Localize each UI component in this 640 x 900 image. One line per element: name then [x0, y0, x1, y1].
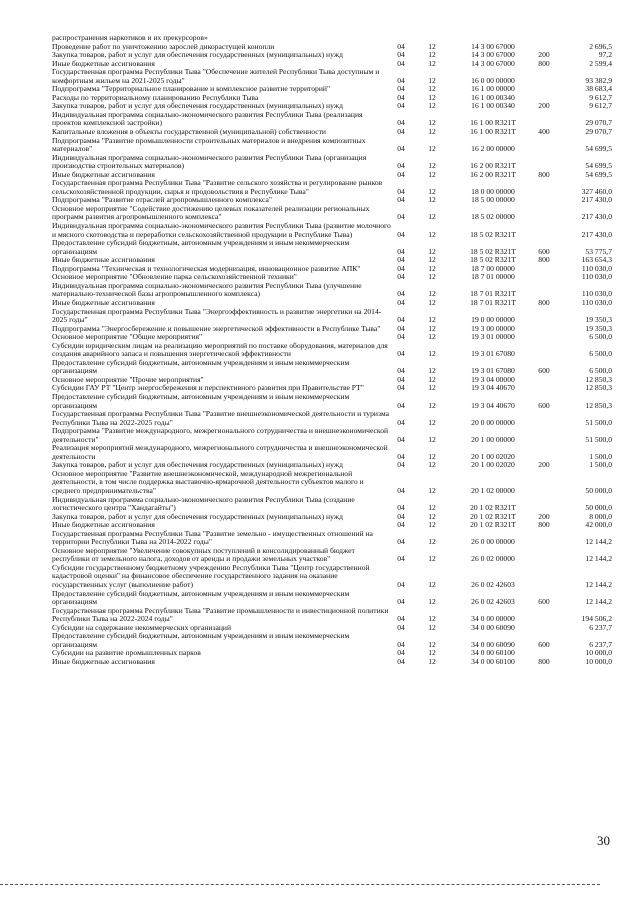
target-article-code: 18 7 00 00000 [471, 263, 515, 273]
target-article-code: 20 1 02 R321T [470, 520, 516, 530]
section-code: 04 [397, 229, 405, 239]
subsection-code: 12 [428, 366, 436, 376]
table-row [52, 154, 612, 171]
section-code: 04 [397, 246, 405, 256]
target-article-code: 19 3 04 40670 [471, 400, 515, 410]
expense-type-code: 800 [538, 169, 550, 179]
target-article-code: 16 1 00 00000 [471, 84, 515, 94]
row-name: Подпрограмма "Территориальное планирование и комплексное развитие территорий" [52, 84, 331, 94]
table-row [52, 179, 612, 196]
subsection-code: 12 [428, 58, 436, 68]
target-article-code: 19 3 04 40670 [471, 383, 515, 393]
section-code: 04 [397, 315, 405, 325]
subsection-code: 12 [428, 597, 436, 607]
amount: 10 000,0 [585, 656, 612, 666]
expense-type-code: 600 [538, 639, 550, 649]
subsection-code: 12 [428, 127, 436, 137]
amount: 12 144,2 [585, 580, 612, 589]
subsection-code: 12 [428, 101, 436, 111]
section-code: 04 [397, 169, 405, 179]
table-row [52, 111, 612, 128]
subsection-code: 12 [428, 520, 436, 530]
table-row [52, 564, 612, 590]
section-code: 04 [397, 323, 405, 333]
section-code: 04 [397, 451, 405, 461]
section-code: 04 [397, 75, 405, 85]
target-article-code: 14 3 00 67000 [471, 50, 515, 60]
section-code: 04 [397, 118, 405, 128]
amount: 9 612,7 [589, 92, 612, 102]
target-article-code: 20 1 02 00000 [471, 485, 515, 495]
row-name: Государственная программа Республики Тыва "Обеспечение жителей Республики Тыва доступным и комфортным жильем на 2021-2025 годы" [52, 67, 380, 85]
amount: 51 500,0 [585, 434, 612, 444]
table-row [52, 444, 612, 461]
table-row [52, 607, 612, 624]
subsection-code: 12 [428, 144, 436, 154]
amount: 42 000,0 [585, 520, 612, 530]
amount: 8 000,0 [589, 511, 612, 521]
expense-type-code: 800 [538, 297, 550, 307]
expense-type-code: 800 [538, 656, 550, 666]
subsection-code: 12 [428, 118, 436, 128]
amount: 12 144,2 [585, 597, 612, 607]
subsection-code: 12 [428, 212, 436, 222]
row-name: Подпрограмма "Энергосбережение и повышение энергетической эффективности в Республике Тыва" [52, 323, 381, 333]
row-name: распространения наркотиков и их прекурсоров» [52, 33, 208, 42]
section-code: 04 [397, 485, 405, 495]
section-code: 04 [397, 383, 405, 393]
section-code: 04 [397, 366, 405, 376]
target-article-code: 26 0 02 42603 [471, 597, 515, 607]
amount: 217 430,0 [581, 212, 612, 222]
target-article-code: 14 3 00 67000 [471, 58, 515, 68]
table-row [52, 530, 612, 547]
subsection-code: 12 [428, 297, 436, 307]
section-code: 04 [397, 349, 405, 359]
table-row [52, 470, 612, 496]
amount: 1 500,0 [589, 460, 612, 470]
row-name: Подпрограмма "Развитие международного, межрегионального сотрудничества и внешнеэкономической деятельности" [52, 426, 389, 444]
target-article-code: 34 0 00 60100 [471, 656, 515, 666]
row-name: Подпрограмма "Техническая и технологическая модернизация, инновационное развитие АПК" [52, 263, 361, 273]
amount: 12 850,3 [585, 383, 612, 393]
section-code: 04 [397, 50, 405, 60]
subsection-code: 12 [428, 656, 436, 666]
subsection-code: 12 [428, 648, 436, 658]
subsection-code: 12 [428, 622, 436, 632]
section-code: 04 [397, 520, 405, 530]
target-article-code: 18 7 01 R321T [470, 297, 516, 307]
subsection-code: 12 [428, 554, 436, 564]
row-name: Закупка товаров, работ и услуг для обеспечения государственных (муниципальных) нужд [52, 511, 343, 521]
amount: 6 500,0 [589, 349, 612, 359]
row-name: Расходы по территориальному планированию Республики Тыва [52, 92, 259, 102]
section-code: 04 [397, 289, 405, 299]
amount: 217 430,0 [581, 229, 612, 239]
table-row [52, 359, 612, 376]
table-row [52, 205, 612, 222]
target-article-code: 18 5 02 R321T [470, 229, 516, 239]
table-row [52, 547, 612, 564]
section-code: 04 [397, 186, 405, 196]
subsection-code: 12 [428, 639, 436, 649]
subsection-code: 12 [428, 169, 436, 179]
target-article-code: 20 1 02 R321T [470, 511, 516, 521]
row-name: Государственная программа Республики Тыва "Развитие сельского хозяйства и регулирование рынков сельскохозяйственной продукции, сырья и продовольствия в Республике Тыва" [52, 178, 383, 196]
subsection-code: 12 [428, 50, 436, 60]
row-name: Иные бюджетные ассигнования [52, 297, 155, 307]
row-name: Государственная программа Республики Тыва "Развитие земельно - имущественных отношений на территории Республики Тыва на 2014-2022 годы" [52, 528, 373, 547]
section-code: 04 [397, 537, 405, 547]
row-name: Предоставление субсидий бюджетным, автономным учреждениям и иным некоммерческим организациям [52, 357, 350, 376]
section-code: 04 [397, 255, 405, 265]
amount: 217 430,0 [581, 195, 612, 205]
section-code: 04 [397, 460, 405, 470]
budget-table [52, 34, 612, 666]
subsection-code: 12 [428, 451, 436, 461]
subsection-code: 12 [428, 75, 436, 85]
subsection-code: 12 [428, 195, 436, 205]
section-code: 04 [397, 84, 405, 94]
target-article-code: 16 1 00 00340 [471, 92, 515, 102]
section-code: 04 [397, 400, 405, 410]
target-article-code: 19 3 01 67080 [471, 349, 515, 359]
target-article-code: 16 2 00 R321T [470, 161, 516, 171]
amount: 54 699,5 [585, 144, 612, 154]
section-code: 04 [397, 272, 405, 282]
table-row [52, 590, 612, 607]
amount: 1 500,0 [589, 451, 612, 461]
amount: 29 070,7 [585, 127, 612, 137]
section-code: 04 [397, 332, 405, 342]
row-name: Индивидуальная программа социально-экономического развития Республики Тыва (реализация проектов комплексной застройки) [52, 109, 363, 128]
table-row [52, 308, 612, 325]
subsection-code: 12 [428, 186, 436, 196]
target-article-code: 16 1 00 R321T [470, 118, 516, 128]
target-article-code: 26 0 02 00000 [471, 554, 515, 564]
row-name: Реализация мероприятий международного, межрегионального сотрудничества и внешнеэкономической деятельности [52, 443, 388, 461]
target-article-code: 20 0 00 00000 [471, 417, 515, 427]
amount: 194 506,2 [581, 614, 612, 624]
amount: 53 775,7 [585, 246, 612, 256]
amount: 54 699,5 [585, 161, 612, 171]
row-name: Подпрограмма "Развитие промышленности строительных материалов и внедрения композитных материалов" [52, 135, 366, 154]
target-article-code: 18 7 01 00000 [471, 272, 515, 282]
subsection-code: 12 [428, 400, 436, 410]
expense-type-code: 800 [538, 58, 550, 68]
section-code: 04 [397, 374, 405, 384]
row-name: Иные бюджетные ассигнования [52, 169, 155, 179]
subsection-code: 12 [428, 272, 436, 282]
subsection-code: 12 [428, 374, 436, 384]
row-name: Индивидуальная программа социально-экономического развития Республики Тыва (создание логистического центра "Хандагайты") [52, 494, 355, 513]
target-article-code: 16 2 00 R321T [470, 169, 516, 179]
expense-type-code: 400 [538, 127, 550, 137]
section-code: 04 [397, 597, 405, 607]
amount: 6 500,0 [589, 366, 612, 376]
amount: 6 500,0 [589, 332, 612, 342]
row-name: Иные бюджетные ассигнования [52, 656, 155, 666]
expense-type-code: 600 [538, 597, 550, 607]
row-name: Индивидуальная программа социально-экономического развития Республики Тыва (развитие молочного и мясного скотоводства и переработки сельскохозяйственной продукции в Республике Тыва) [52, 221, 391, 239]
amount: 6 237,7 [589, 639, 612, 649]
amount: 2 599,4 [589, 58, 612, 68]
amount: 6 237,7 [589, 622, 612, 632]
target-article-code: 14 3 00 67000 [471, 41, 515, 51]
row-name: Капитальные вложения в объекты государственной (муниципальной) собственности [52, 127, 326, 137]
section-code: 04 [397, 434, 405, 444]
table-row [52, 393, 612, 410]
row-name: Государственная программа Республики Тыва "Развитие промышленности и инвестиционной политики Республики Тыва на 2022-2024 годы" [52, 605, 389, 624]
target-article-code: 20 1 00 02020 [471, 451, 515, 461]
row-name: Субсидии государственному бюджетному учреждению Республики Тыва "Центр государственной кадастровой оценки" на финансовое обеспечение государственного задания на оказание государственных услуг (выполнение работ) [52, 562, 370, 589]
subsection-code: 12 [428, 434, 436, 444]
section-code: 04 [397, 58, 405, 68]
amount: 29 070,7 [585, 118, 612, 128]
table-row [52, 282, 612, 299]
subsection-code: 12 [428, 315, 436, 325]
amount: 50 000,0 [585, 503, 612, 513]
section-code: 04 [397, 503, 405, 513]
expense-type-code: 800 [538, 255, 550, 265]
row-name: Предоставление субсидий бюджетным, автономным учреждениям и иным некоммерческим организациям [52, 588, 350, 607]
target-article-code: 18 5 02 00000 [471, 212, 515, 222]
subsection-code: 12 [428, 485, 436, 495]
target-article-code: 16 1 00 00340 [471, 101, 515, 111]
row-name: Субсидии юридическим лицам на реализацию мероприятий по поставке оборудования, материалов для создания аварийного запаса и повышения энергетической эффективности [52, 340, 388, 359]
target-article-code: 26 0 00 00000 [471, 537, 515, 547]
row-name: Субсидии на содержание некоммерческих организаций [52, 622, 232, 632]
row-name: Основное мероприятие "Прочие мероприятия" [52, 374, 204, 384]
section-code: 04 [397, 41, 405, 51]
subsection-code: 12 [428, 92, 436, 102]
amount: 93 382,9 [585, 75, 612, 85]
table-row [52, 658, 612, 667]
subsection-code: 12 [428, 246, 436, 256]
row-name: Основное мероприятие "Развитие внешнеэкономической, международной межрегиональной деятельности, в том числе поддержка выставочно-ярмарочной деятельности субъектов малого и среднего предпринимательства" [52, 468, 364, 495]
section-code: 04 [397, 161, 405, 171]
amount: 110 030,0 [581, 289, 612, 299]
row-name: Государственная программа Республики Тыва "Энергоэффективность и развитие энергетики на 2014-2025 годы" [52, 306, 382, 325]
target-article-code: 20 1 02 R321T [470, 503, 516, 513]
table-row [52, 239, 612, 256]
expense-type-code: 200 [538, 101, 550, 111]
target-article-code: 19 3 04 00000 [471, 374, 515, 384]
row-name: Предоставление субсидий бюджетным, автономным учреждениям и иным некоммерческим организациям [52, 391, 350, 410]
amount: 12 850,3 [585, 374, 612, 384]
expense-type-code: 600 [538, 366, 550, 376]
amount: 163 654,3 [581, 255, 612, 265]
section-code: 04 [397, 614, 405, 624]
target-article-code: 34 0 00 00000 [471, 614, 515, 624]
target-article-code: 19 3 01 67080 [471, 366, 515, 376]
row-name: Индивидуальная программа социально-экономического развития Республики Тыва (организация производства строительных материалов) [52, 152, 367, 171]
expense-type-code: 200 [538, 460, 550, 470]
amount: 2 696,5 [589, 41, 612, 51]
row-name: Закупка товаров, работ и услуг для обеспечения государственных (муниципальных) нужд [52, 101, 343, 111]
subsection-code: 12 [428, 460, 436, 470]
section-code: 04 [397, 511, 405, 521]
section-code: 04 [397, 195, 405, 205]
row-name: Индивидуальная программа социально-экономического развития Республики Тыва (улучшение материально-технической базы агропромышленного комплекса) [52, 280, 362, 299]
section-code: 04 [397, 554, 405, 564]
subsection-code: 12 [428, 332, 436, 342]
amount: 50 000,0 [585, 485, 612, 495]
target-article-code: 18 5 00 00000 [471, 195, 515, 205]
section-code: 04 [397, 297, 405, 307]
row-name: Субсидии ГАУ РТ "Центр энергосбережения и перспективного развития при Правительстве РТ" [52, 383, 364, 393]
subsection-code: 12 [428, 161, 436, 171]
target-article-code: 20 1 00 02020 [471, 460, 515, 470]
amount: 54 699,5 [585, 169, 612, 179]
row-name: Субсидии на развитие промышленных парков [52, 648, 201, 658]
row-name: Иные бюджетные ассигнования [52, 520, 155, 530]
table-row [52, 410, 612, 427]
subsection-code: 12 [428, 417, 436, 427]
row-name: Иные бюджетные ассигнования [52, 58, 155, 68]
row-name: Иные бюджетные ассигнования [52, 255, 155, 265]
amount: 110 030,0 [581, 272, 612, 282]
section-code: 04 [397, 648, 405, 658]
row-name: Закупка товаров, работ и услуг для обеспечения государственных (муниципальных) нужд [52, 50, 343, 60]
section-code: 04 [397, 622, 405, 632]
target-article-code: 18 7 01 R321T [470, 289, 516, 299]
row-name: Предоставление субсидий бюджетным, автономным учреждениям и иным некоммерческим организациям [52, 631, 350, 649]
amount: 110 030,0 [581, 263, 612, 273]
target-article-code: 18 5 02 R321T [470, 246, 516, 256]
subsection-code: 12 [428, 84, 436, 94]
amount: 110 030,0 [581, 297, 612, 307]
expense-type-code: 600 [538, 400, 550, 410]
table-row [52, 496, 612, 513]
subsection-code: 12 [428, 255, 436, 265]
expense-type-code: 200 [538, 511, 550, 521]
amount: 51 500,0 [585, 417, 612, 427]
row-name: Государственная программа Республики Тыва "Развитие внешнеэкономической деятельности и туризма Республики Тыва на 2022-2025 годы" [52, 409, 389, 427]
section-code: 04 [397, 417, 405, 427]
amount: 12 850,3 [585, 400, 612, 410]
target-article-code: 26 0 02 42603 [471, 580, 515, 589]
subsection-code: 12 [428, 614, 436, 624]
subsection-code: 12 [428, 263, 436, 273]
target-article-code: 18 5 02 R321T [470, 255, 516, 265]
target-article-code: 34 0 00 60090 [471, 639, 515, 649]
table-row [52, 632, 612, 649]
subsection-code: 12 [428, 349, 436, 359]
target-article-code: 20 1 00 00000 [471, 434, 515, 444]
row-name: Предоставление субсидий бюджетным, автономным учреждениям и иным некоммерческим организациям [52, 238, 350, 256]
row-name: Основное мероприятие "Содействие достижению целевых показателей реализации региональных программ развития агропромышленного комплекса" [52, 203, 370, 222]
section-code: 04 [397, 656, 405, 666]
subsection-code: 12 [428, 383, 436, 393]
section-code: 04 [397, 144, 405, 154]
row-name: Основное мероприятие "Общие мероприятия" [52, 332, 203, 342]
expense-type-code: 200 [538, 50, 550, 60]
section-code: 04 [397, 639, 405, 649]
section-code: 04 [397, 92, 405, 102]
subsection-code: 12 [428, 41, 436, 51]
table-row [52, 427, 612, 444]
row-name: Основное мероприятие "Увеличение совокупных поступлений в консолидированный бюджет республики от земельного налога, доходов от аренды и продажи земельных участков" [52, 545, 355, 564]
amount: 19 350,3 [585, 315, 612, 325]
amount: 12 144,2 [585, 554, 612, 564]
subsection-code: 12 [428, 580, 436, 589]
section-code: 04 [397, 101, 405, 111]
target-article-code: 16 1 00 R321T [470, 127, 516, 137]
table-row [52, 222, 612, 239]
subsection-code: 12 [428, 503, 436, 513]
row-name: Основное мероприятие "Обновление парка сельскохозяйственной техники" [52, 272, 297, 282]
table-row [52, 137, 612, 154]
amount: 327 460,0 [581, 186, 612, 196]
target-article-code: 16 0 00 00000 [471, 75, 515, 85]
section-code: 04 [397, 580, 405, 589]
page-number: 30 [597, 833, 610, 848]
amount: 12 144,2 [585, 537, 612, 547]
table-row [52, 342, 612, 359]
section-code: 04 [397, 212, 405, 222]
subsection-code: 12 [428, 229, 436, 239]
expense-type-code: 800 [538, 520, 550, 530]
amount: 19 350,3 [585, 323, 612, 333]
row-name: Закупка товаров, работ и услуг для обеспечения государственных (муниципальных) нужд [52, 460, 343, 470]
footer-rule [0, 884, 600, 885]
subsection-code: 12 [428, 511, 436, 521]
target-article-code: 34 0 00 60090 [471, 622, 515, 632]
row-name: Проведение работ по уничтожению зарослей дикорастущей конопли [52, 41, 275, 51]
amount: 38 683,4 [585, 84, 612, 94]
subsection-code: 12 [428, 323, 436, 333]
amount: 97,2 [598, 50, 612, 60]
target-article-code: 19 3 00 00000 [471, 323, 515, 333]
expense-type-code: 600 [538, 246, 550, 256]
section-code: 04 [397, 263, 405, 273]
target-article-code: 16 2 00 00000 [471, 144, 515, 154]
target-article-code: 18 0 00 00000 [471, 186, 515, 196]
section-code: 04 [397, 127, 405, 137]
amount: 10 000,0 [585, 648, 612, 658]
amount: 9 612,7 [589, 101, 612, 111]
table-row [52, 68, 612, 85]
target-article-code: 34 0 00 60100 [471, 648, 515, 658]
subsection-code: 12 [428, 289, 436, 299]
target-article-code: 19 3 01 00000 [471, 332, 515, 342]
row-name: Подпрограмма "Развитие отраслей агропромышленного комплекса" [52, 195, 272, 205]
target-article-code: 19 0 00 00000 [471, 315, 515, 325]
subsection-code: 12 [428, 537, 436, 547]
